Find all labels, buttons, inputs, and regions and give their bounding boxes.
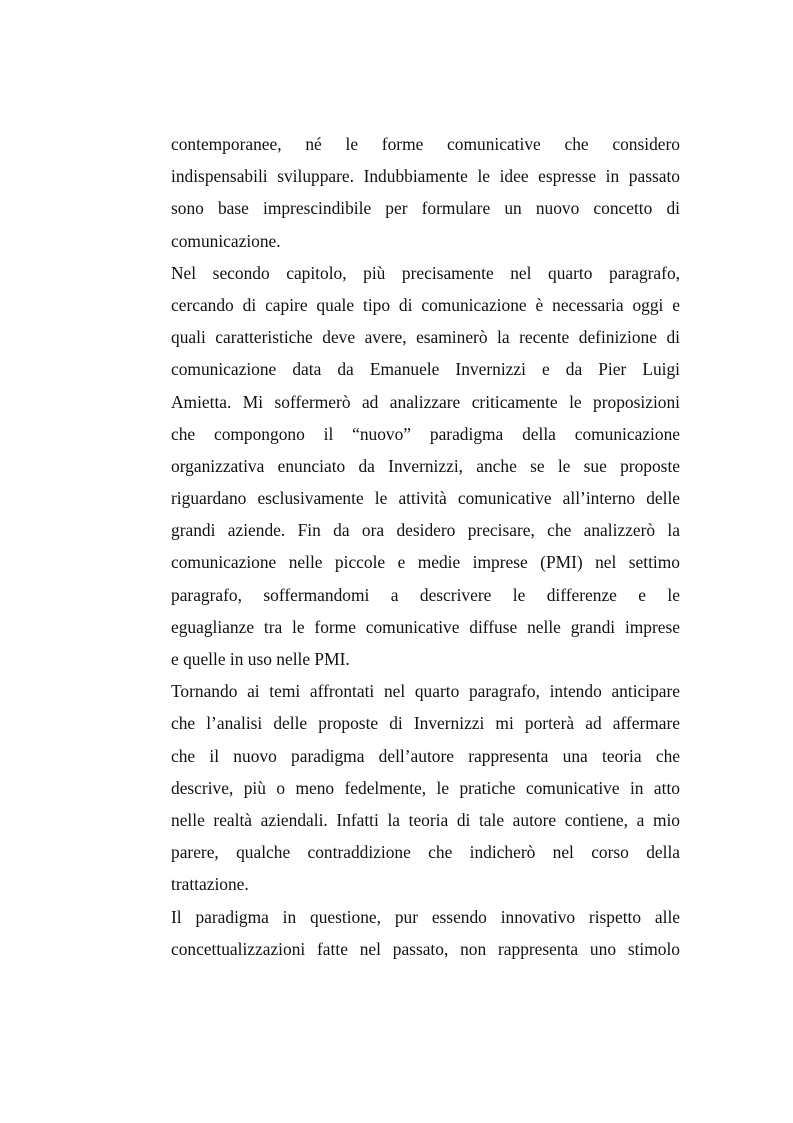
body-text (171, 128, 680, 965)
text-line: e quelle in uso nelle PMI. (171, 649, 350, 669)
text-line: nelle realtà aziendali. Infatti la teoria di tale autore contiene, a mio (171, 809, 680, 830)
text-line: cercando di capire quale tipo di comunicazione è necessaria oggi e (171, 294, 680, 315)
text-line: grandi aziende. Fin da ora desidero precisare, che analizzerò la (171, 520, 680, 541)
text-line: che compongono il “nuovo” paradigma della comunicazione (171, 423, 680, 444)
text-line: contemporanee, né le forme comunicative che considero (171, 134, 680, 154)
text-line: comunicazione. (171, 230, 281, 251)
text-line: indispensabili sviluppare. Indubbiamente le idee espresse in passato (171, 166, 680, 187)
text-line: comunicazione nelle piccole e medie imprese (PMI) nel settimo (171, 552, 680, 573)
text-line: organizzativa enunciato da Invernizzi, anche se le sue proposte (171, 455, 680, 476)
text-line: Il paradigma in questione, pur essendo innovativo rispetto alle (171, 906, 680, 927)
text-line: trattazione. (171, 874, 249, 895)
text-line: comunicazione data da Emanuele Invernizzi e da Pier Luigi (171, 359, 680, 380)
text-line: parere, qualche contraddizione che indicherò nel corso della (171, 842, 680, 863)
text-line: Amietta. Mi soffermerò ad analizzare criticamente le proposizioni (171, 391, 680, 412)
text-line: paragrafo, soffermandomi a descrivere le differenze e le (171, 584, 680, 605)
text-line: Nel secondo capitolo, più precisamente nel quarto paragrafo, (171, 262, 680, 283)
text-line: Tornando ai temi affrontati nel quarto paragrafo, intendo anticipare (171, 681, 680, 702)
text-line: concettualizzazioni fatte nel passato, non rappresenta uno stimolo (171, 938, 680, 959)
text-line: riguardano esclusivamente le attività comunicative all’interno delle (171, 488, 680, 509)
text-line: sono base imprescindibile per formulare un nuovo concetto di (171, 198, 680, 219)
text-line: eguaglianze tra le forme comunicative diffuse nelle grandi imprese (171, 616, 680, 637)
text-line: che il nuovo paradigma dell’autore rappresenta una teoria che (171, 745, 680, 766)
text-line: quali caratteristiche deve avere, esaminerò la recente definizione di (171, 327, 680, 348)
text-line: che l’analisi delle proposte di Invernizzi mi porterà ad affermare (171, 713, 680, 734)
text-line: descrive, più o meno fedelmente, le pratiche comunicative in atto (171, 777, 680, 798)
